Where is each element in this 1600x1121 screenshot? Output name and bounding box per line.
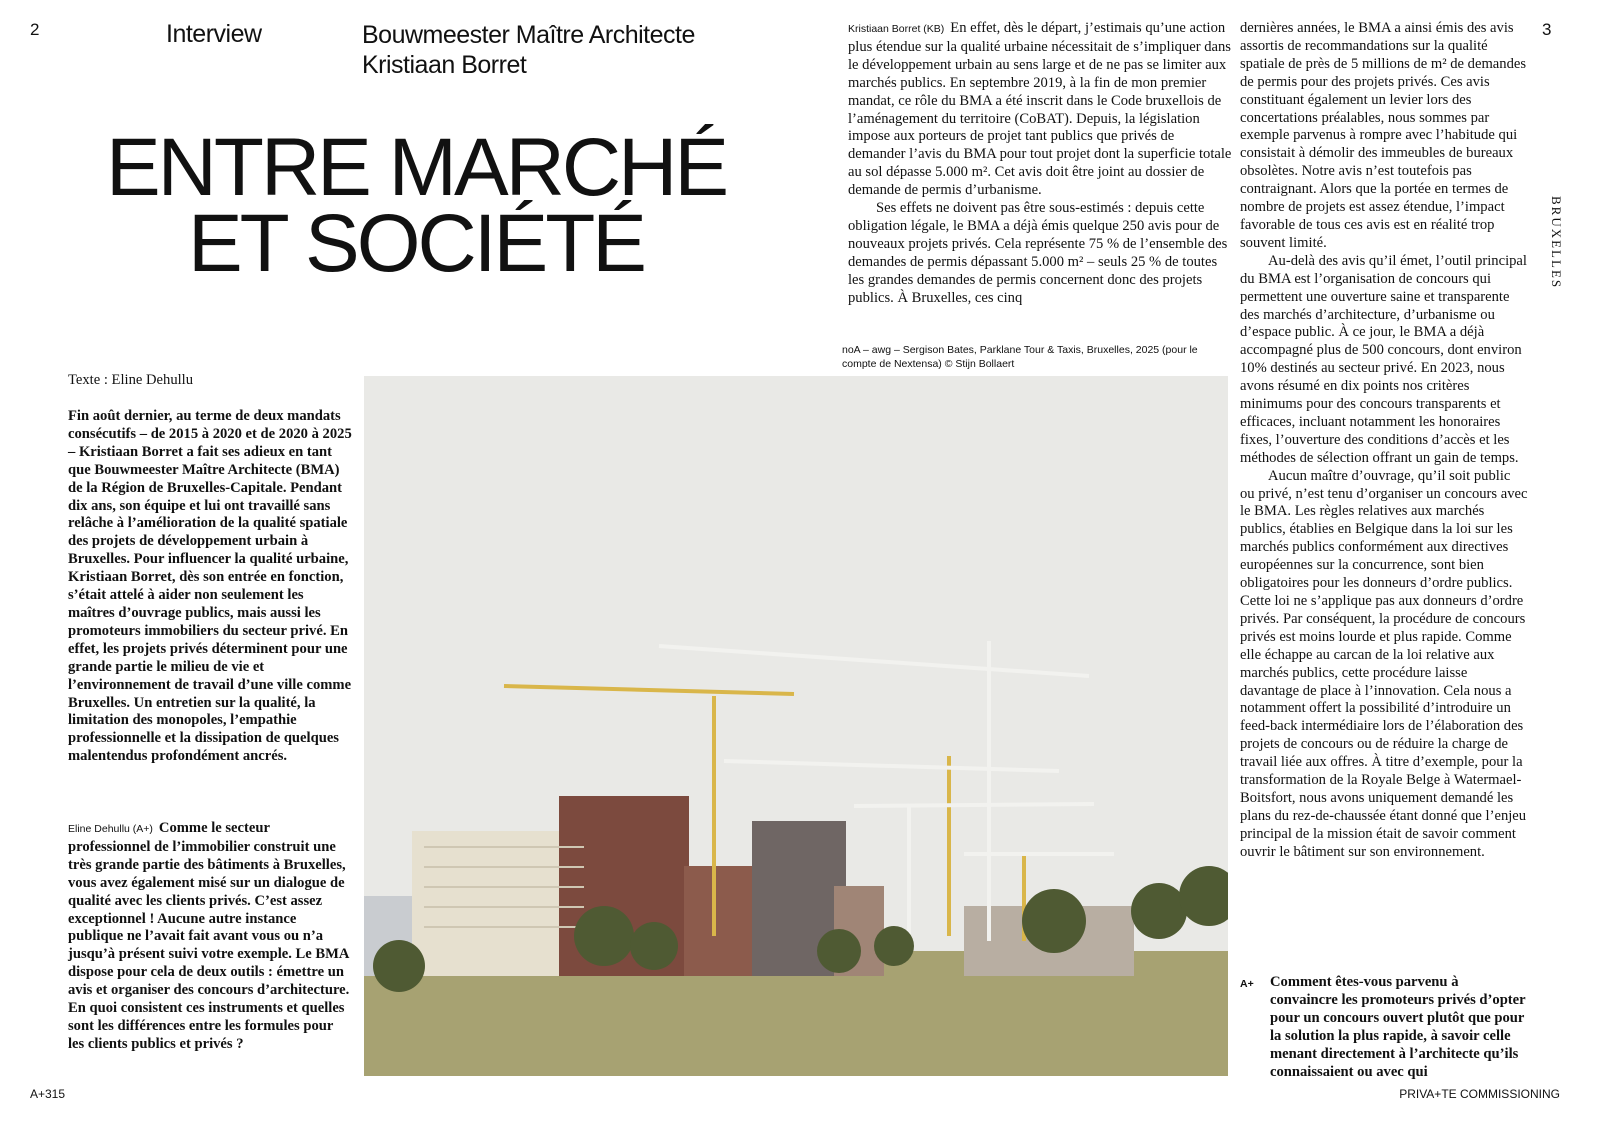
photo-caption: noA – awg – Sergison Bates, Parklane Tour & Taxis, Bruxelles, 2025 (pour le compte de Nextensa) © Stijn Bollaert <box>842 344 1198 370</box>
speaker-label: A+ <box>1240 978 1254 990</box>
speaker-label: Eline Dehullu (A+) <box>68 823 153 835</box>
question-2 <box>1240 974 1528 1081</box>
question-1 <box>68 820 352 1054</box>
footer-section: PRIVA+TE COMMISSIONING <box>1399 1087 1560 1101</box>
section-rubric: Interview <box>166 20 262 48</box>
title-line-1: Bouwmeester Maître Architecte <box>362 21 695 49</box>
city-label-vertical: BRUXELLES <box>1549 196 1564 290</box>
headline-line-2: ET SOCIÉTÉ <box>187 198 645 289</box>
answer-column <box>848 20 1234 308</box>
headline-line-1: ENTRE MARCHÉ <box>105 122 727 213</box>
article-title <box>362 20 695 80</box>
answer-paragraph-2: Ses effets ne doivent pas être sous-estimés : depuis cette obligation légale, le BMA a déjà émis quelque 250 avis pour de nouveaux projets privés. Cela représente 75 % de l’ensemble des demandes de permis dépassant 5.000 m² – seuls 25 % de toutes les grandes demandes de permis concernent donc des projets publics. À Bruxelles, ces cinq <box>848 200 1228 306</box>
page-number-right: 3 <box>1542 20 1552 39</box>
photo-illustration <box>364 376 1228 1076</box>
byline: Texte : Eline Dehullu <box>68 372 194 388</box>
construction-photo <box>364 376 1228 1076</box>
column3-paragraph-1: dernières années, le BMA a ainsi émis des avis assortis de recommandations sur la qualité spatiale de près de 5 millions de m² de demandes de permis pour des projets privés. Ces avis constituant également un levier lors des concertations préalables, nous sommes par exemple parvenus à rompre avec l’habitude qui consistait à démolir des immeubles de bureaux obsolètes. Notre avis n’est toutefois pas contraignant. Alors que la portée en termes de nombre de projets est assez étendue, l’impact favorable de tous ces avis est en réalité trop souvent limité. <box>1240 20 1527 251</box>
right-column <box>1240 20 1528 862</box>
title-line-2: Kristiaan Borret <box>362 51 527 79</box>
crane-4-jib <box>854 804 1094 806</box>
answer-paragraph-1: En effet, dès le départ, j’estimais qu’une action plus étendue sur la qualité urbaine nécessitait de s’impliquer dans le développement urbain au sens large et de ne pas se limiter aux marchés publics. En septembre 2019, à la fin de mon premier mandat, ce rôle du BMA a été inscrit dans le Code bruxellois de l’aménagement du territoire (CoBAT). Depuis, la législation impose aux porteurs de projet tant publics que privés de demander l’avis du BMA pour tout projet dont la superficie totale au sol dépasse 5.000 m². Cet avis doit être joint au dossier de demande de permis d’urbanisme. <box>848 20 1232 199</box>
column3-paragraph-3: Aucun maître d’ouvrage, qu’il soit public ou privé, n’est tenu d’organiser un concours avec le BMA. Les règles relatives aux marchés publics, établies en Belgique dans la loi sur les marchés publics conformément aux directives européennes sur la concurrence, sont bien obligatoires pour les donneurs d’ordre publics. Cette loi ne s’applique pas aux donneurs d’ordre privés. Par conséquent, la procédure de concours privés est moins lourde et plus rapide. Comme elle échappe au carcan de la loi relative aux marchés publics, cette procédure laisse davantage de place à l’innovation. Cela nous a notamment offert la possibilité d’introduire un feed-back intermédiaire lors de l’élaboration des projets de concours ou de réduire la charge de travail liée aux offres. À titre d’exemple, pour la transformation de la Royale Belge à Watermael-Boitsfort, nous avons uniquement demandé les plans du rez-de-chaussée étant donné que l’enjeu principal de la mission était de savoir comment ouvrir le bâtiment sur son environnement. <box>1240 467 1528 860</box>
intro-paragraph <box>68 408 352 766</box>
question-text: Comme le secteur professionnel de l’immobilier construit une très grande partie des bâtiments à Bruxelles, vous avez également misé sur un dialogue de qualité avec les clients privés. C’est assez exceptionnel ! Aucune autre instance publique ne l’avait fait avant vous ou n’a jusqu’à présent suivi votre exemple. Le BMA dispose pour cela de deux outils : émettre un avis et organiser des concours d’architecture. En quoi consistent ces instruments et quelles sont les différences entre les formules pour les clients publics et privés ? <box>68 820 350 1052</box>
speaker-label: Kristiaan Borret (KB) <box>848 23 945 35</box>
page-number-left: 2 <box>30 20 40 39</box>
column3-paragraph-2: Au-delà des avis qu’il émet, l’outil principal du BMA est l’organisation de concours qui permettent une ouverture saine et transparente des marchés d’architecture, d’urbanisme ou d’espace public. À ce jour, le BMA a déjà accompagné plus de 500 concours, dont environ 10% destinés au secteur privé. En 2023, nous avons résumé en dix points nos critères minimums pour des concours transparents et efficaces, incluant notamment les honoraires fixes, l’ouverture des conditions d’accès et les méthodes de sélection offrant un gain de temps. <box>1240 252 1527 466</box>
question-text: Comment êtes-vous parvenu à convaincre les promoteurs privés d’opter pour un concours ouvert plutôt que pour la solution la plus rapide, à savoir celle menant directement à l’architecte qu’ils connaissaient ou avec qui <box>1270 974 1526 1080</box>
headline <box>96 122 736 289</box>
intro-text: Fin août dernier, au terme de deux mandats consécutifs – de 2015 à 2020 et de 2020 à 2025 – Kristiaan Borret a fait ses adieux en tant que Bouwmeester Maître Architecte (BMA) de la Région de Bruxelles-Capitale. Pendant dix ans, son équipe et lui ont travaillé sans relâche à l’amélioration de la qualité spatiale des projets de développement urbain à Bruxelles. Pour influencer la qualité urbaine, Kristiaan Borret, dès son entrée en fonction, s’était attelé à aider non seulement les maîtres d’ouvrage publics, mais aussi les promoteurs immobiliers du secteur privé. En effet, les projets privés déterminent pour une grande partie le milieu de vie et l’environnement de travail d’une ville comme Bruxelles. Un entretien sur la qualité, la limitation des monopoles, l’empathie professionnelle et la dissipation de quelques malentendus profondément ancrés. <box>68 408 352 765</box>
footer-issue: A+315 <box>30 1087 66 1101</box>
